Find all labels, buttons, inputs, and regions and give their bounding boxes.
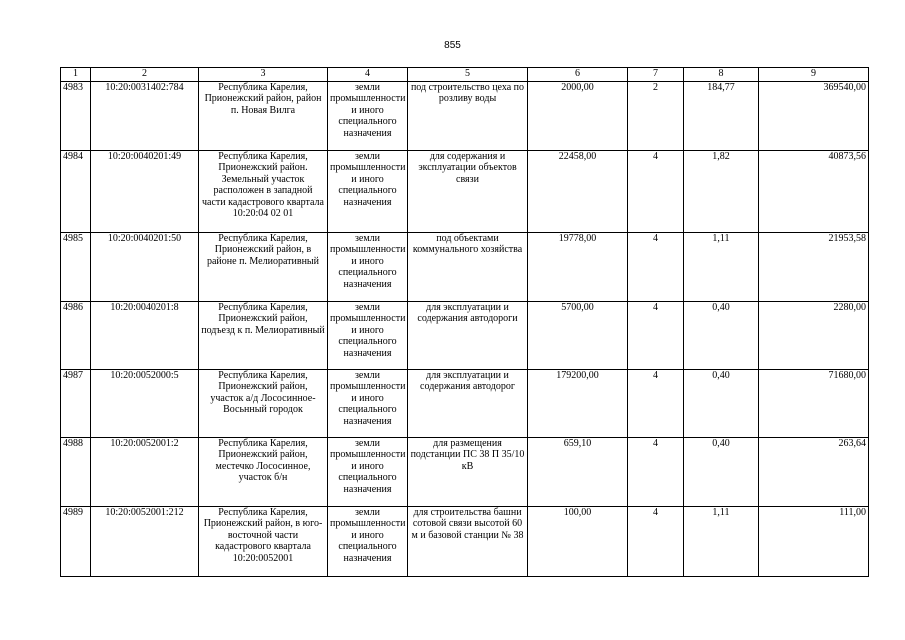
table-row	[61, 438, 869, 507]
land-category: земли промышленности и иного специального назначения	[328, 438, 408, 507]
code: 4	[628, 233, 684, 302]
cadastral-number: 10:20:0052000:5	[91, 370, 199, 438]
permitted-use: для содержания и эксплуатации объектов связи	[408, 151, 528, 233]
column-header: 7	[628, 68, 684, 82]
column-header: 2	[91, 68, 199, 82]
rate: 1,11	[684, 507, 759, 577]
permitted-use: для эксплуатации и содержания автодороги	[408, 302, 528, 370]
code: 4	[628, 507, 684, 577]
column-header: 8	[684, 68, 759, 82]
row-number: 4988	[61, 438, 91, 507]
page-number: 855	[444, 40, 461, 51]
row-number: 4989	[61, 507, 91, 577]
cadastral-number: 10:20:0040201:50	[91, 233, 199, 302]
area: 22458,00	[528, 151, 628, 233]
column-header: 4	[328, 68, 408, 82]
code: 4	[628, 370, 684, 438]
row-number: 4984	[61, 151, 91, 233]
row-number: 4985	[61, 233, 91, 302]
table-row	[61, 82, 869, 151]
land-category: земли промышленности и иного специального назначения	[328, 82, 408, 151]
rate: 1,82	[684, 151, 759, 233]
row-number: 4983	[61, 82, 91, 151]
permitted-use: для эксплуатации и содержания автодорог	[408, 370, 528, 438]
land-category: земли промышленности и иного специального назначения	[328, 507, 408, 577]
table-row	[61, 370, 869, 438]
code: 4	[628, 151, 684, 233]
land-category: земли промышленности и иного специального назначения	[328, 302, 408, 370]
cadastral-number: 10:20:0031402:784	[91, 82, 199, 151]
cadastral-number: 10:20:0052001:212	[91, 507, 199, 577]
column-header: 6	[528, 68, 628, 82]
code: 4	[628, 302, 684, 370]
cadastral-value: 2280,00	[759, 302, 869, 370]
table-row	[61, 302, 869, 370]
land-category: земли промышленности и иного специального назначения	[328, 233, 408, 302]
cadastral-number: 10:20:0052001:2	[91, 438, 199, 507]
area: 659,10	[528, 438, 628, 507]
land-category: земли промышленности и иного специального назначения	[328, 151, 408, 233]
area: 19778,00	[528, 233, 628, 302]
area: 5700,00	[528, 302, 628, 370]
location: Республика Карелия, Прионежский район. Земельный участок расположен в западной части кадастрового квартала 10:20:04 02 01	[199, 151, 328, 233]
rate: 0,40	[684, 302, 759, 370]
rate: 0,40	[684, 370, 759, 438]
location: Республика Карелия, Прионежский район, участок а/д Лососинное-Восьнный городок	[199, 370, 328, 438]
location: Республика Карелия, Прионежский район, район п. Новая Вилга	[199, 82, 328, 151]
table-row	[61, 233, 869, 302]
cadastral-number: 10:20:0040201:8	[91, 302, 199, 370]
permitted-use: под объектами коммунального хозяйства	[408, 233, 528, 302]
location: Республика Карелия, Прионежский район, в юго-восточной части кадастрового квартала 10:20:0052001	[199, 507, 328, 577]
row-number: 4987	[61, 370, 91, 438]
table-row	[61, 507, 869, 577]
cadastral-number: 10:20:0040201:49	[91, 151, 199, 233]
area: 100,00	[528, 507, 628, 577]
cadastral-value: 263,64	[759, 438, 869, 507]
permitted-use: для размещения подстанции ПС 38 П 35/10 кВ	[408, 438, 528, 507]
cadastral-value: 71680,00	[759, 370, 869, 438]
location: Республика Карелия, Прионежский район, в районе п. Мелиоративный	[199, 233, 328, 302]
rate: 0,40	[684, 438, 759, 507]
cadastral-value: 369540,00	[759, 82, 869, 151]
column-header: 3	[199, 68, 328, 82]
column-header: 5	[408, 68, 528, 82]
land-category: земли промышленности и иного специального назначения	[328, 370, 408, 438]
rate: 184,77	[684, 82, 759, 151]
area: 2000,00	[528, 82, 628, 151]
permitted-use: для строительства башни сотовой связи высотой 60 м и базовой станции № 38	[408, 507, 528, 577]
location: Республика Карелия, Прионежский район, местечко Лососинное, участок б/н	[199, 438, 328, 507]
cadastral-value: 21953,58	[759, 233, 869, 302]
column-header: 9	[759, 68, 869, 82]
land-registry-table	[60, 67, 869, 577]
area: 179200,00	[528, 370, 628, 438]
location: Республика Карелия, Прионежский район, подъезд к п. Мелиоративный	[199, 302, 328, 370]
cadastral-value: 40873,56	[759, 151, 869, 233]
code: 2	[628, 82, 684, 151]
table-row	[61, 151, 869, 233]
rate: 1,11	[684, 233, 759, 302]
permitted-use: под строительство цеха по розливу воды	[408, 82, 528, 151]
row-number: 4986	[61, 302, 91, 370]
code: 4	[628, 438, 684, 507]
column-header: 1	[61, 68, 91, 82]
cadastral-value: 111,00	[759, 507, 869, 577]
header-row	[61, 68, 869, 82]
